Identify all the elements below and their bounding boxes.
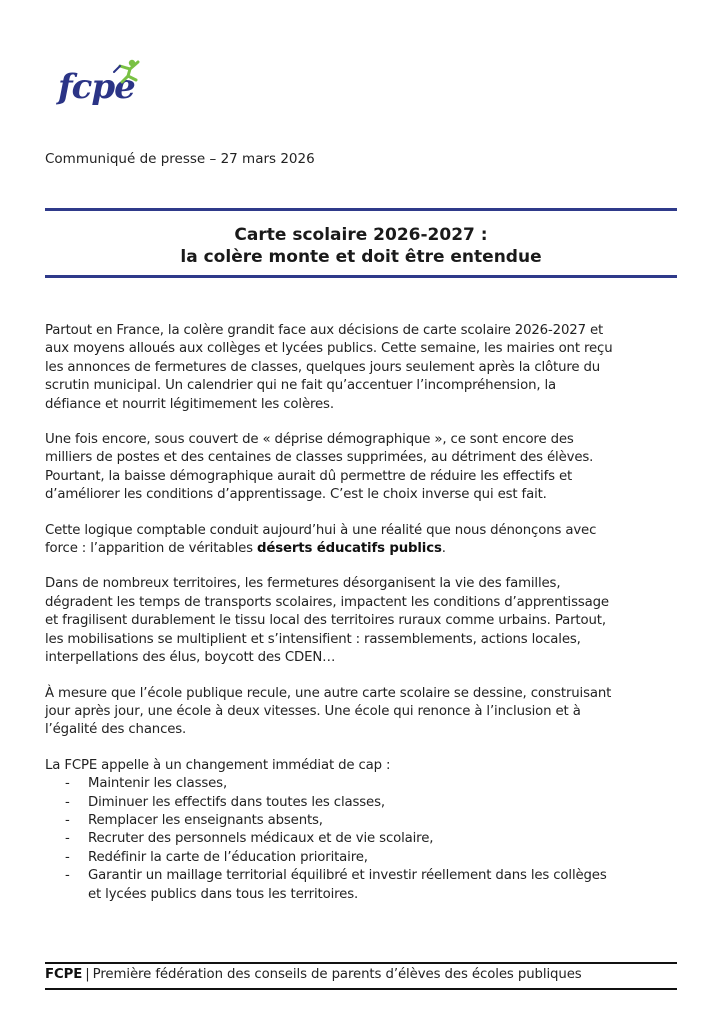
- paragraph-5: [45, 685, 685, 740]
- text-line: Dans de nombreux territoires, les fermetures désorganisent la vie des familles,: [45, 576, 561, 592]
- paragraph-4: [45, 575, 685, 667]
- text-line: Cette logique comptable conduit aujourd’hui à une réalité que nous dénonçons avec: [45, 522, 597, 538]
- list-item-text: Recruter des personnels médicaux et de vie scolaire,: [88, 831, 434, 847]
- list-dash: -: [65, 849, 70, 865]
- text-line: et fragilisent durablement le tissu local des territoires ruraux comme urbains. Partout,: [45, 613, 606, 629]
- text-line: Une fois encore, sous couvert de « déprise démographique », ce sont encore des: [45, 432, 574, 448]
- text-line: Pourtant, la baisse démographique aurait dû permettre de réduire les effectifs et: [45, 468, 573, 484]
- document-title: [45, 224, 677, 268]
- list-item: [45, 867, 685, 904]
- text-line: les annonces de fermetures de classes, quelques jours seulement après la clôture du: [45, 359, 601, 375]
- text-line: jour après jour, une école à deux vitesses. Une école qui renonce à l’inclusion et à: [45, 703, 581, 719]
- list-item: [45, 830, 685, 848]
- list-item-text: Maintenir les classes,: [88, 776, 228, 792]
- list-item: [45, 849, 685, 867]
- title-top-rule: [45, 208, 677, 211]
- footer-tagline: Première fédération des conseils de parents d’élèves des écoles publiques: [92, 967, 582, 982]
- list-dash: -: [65, 831, 70, 847]
- list-item-text: Diminuer les effectifs dans toutes les classes,: [88, 794, 385, 810]
- text-line: milliers de postes et des centaines de classes supprimées, au détriment des élèves.: [45, 450, 594, 466]
- list-dash: -: [65, 794, 70, 810]
- document-body: [45, 322, 685, 904]
- list-item: [45, 812, 685, 830]
- text-line: les mobilisations se multiplient et s’intensifient : rassemblements, actions locales,: [45, 631, 581, 647]
- paragraph-3: [45, 522, 685, 559]
- demands-list: [45, 775, 685, 904]
- list-item-text: Garantir un maillage territorial équilibré et investir réellement dans les collèges: [88, 868, 607, 884]
- title-bottom-rule: [45, 275, 677, 278]
- title-line-2: la colère monte et doit être entendue: [180, 247, 542, 267]
- list-dash: -: [65, 868, 70, 884]
- paragraph-2: [45, 431, 685, 505]
- footer-top-rule: [45, 962, 677, 964]
- text-fragment: .: [441, 541, 446, 557]
- list-item-text: Redéfinir la carte de l’éducation prioritaire,: [88, 849, 368, 865]
- list-dash: -: [65, 776, 70, 792]
- list-item: [45, 794, 685, 812]
- paragraph-6: [45, 757, 685, 775]
- text-line: défiance et nourrit légitimement les colères.: [45, 396, 334, 412]
- jumping-figure-icon: [110, 58, 144, 86]
- title-line-1: Carte scolaire 2026-2027 :: [234, 225, 488, 245]
- footer: [45, 967, 582, 982]
- bold-emphasis: déserts éducatifs publics: [257, 541, 442, 557]
- text-line: interpellations des élus, boycott des CDEN…: [45, 650, 336, 666]
- logo-wordmark: fcpe: [58, 67, 135, 107]
- text-fragment: force : l’apparition de véritables: [45, 541, 258, 557]
- list-item: [45, 775, 685, 793]
- fcpe-logo: [58, 58, 148, 114]
- text-line: Partout en France, la colère grandit face aux décisions de carte scolaire 2026-2027 et: [45, 323, 604, 338]
- text-line: [45, 540, 685, 558]
- text-line: l’égalité des chances.: [45, 722, 187, 738]
- list-dash: -: [65, 812, 70, 828]
- text-line: À mesure que l’école publique recule, une autre carte scolaire se dessine, construisant: [45, 685, 612, 701]
- press-release-date: Communiqué de presse – 27 mars 2026: [45, 151, 315, 167]
- text-line: aux moyens alloués aux collèges et lycées publics. Cette semaine, les mairies ont reçu: [45, 341, 613, 357]
- text-line: dégradent les temps de transports scolaires, impactent les conditions d’apprentissage: [45, 594, 609, 610]
- list-item-text-continued: et lycées publics dans tous les territoires.: [88, 886, 359, 902]
- paragraph-1: [45, 322, 685, 414]
- text-line: scrutin municipal. Un calendrier qui ne fait qu’accentuer l’incompréhension, la: [45, 378, 557, 394]
- footer-org: FCPE: [45, 967, 83, 982]
- text-line: La FCPE appelle à un changement immédiat de cap :: [45, 757, 391, 773]
- footer-separator: |: [85, 967, 90, 982]
- footer-bottom-rule: [45, 988, 677, 990]
- text-line: d’améliorer les conditions d’apprentissage. C’est le choix inverse qui est fait.: [45, 487, 547, 503]
- list-item-text: Remplacer les enseignants absents,: [88, 812, 323, 828]
